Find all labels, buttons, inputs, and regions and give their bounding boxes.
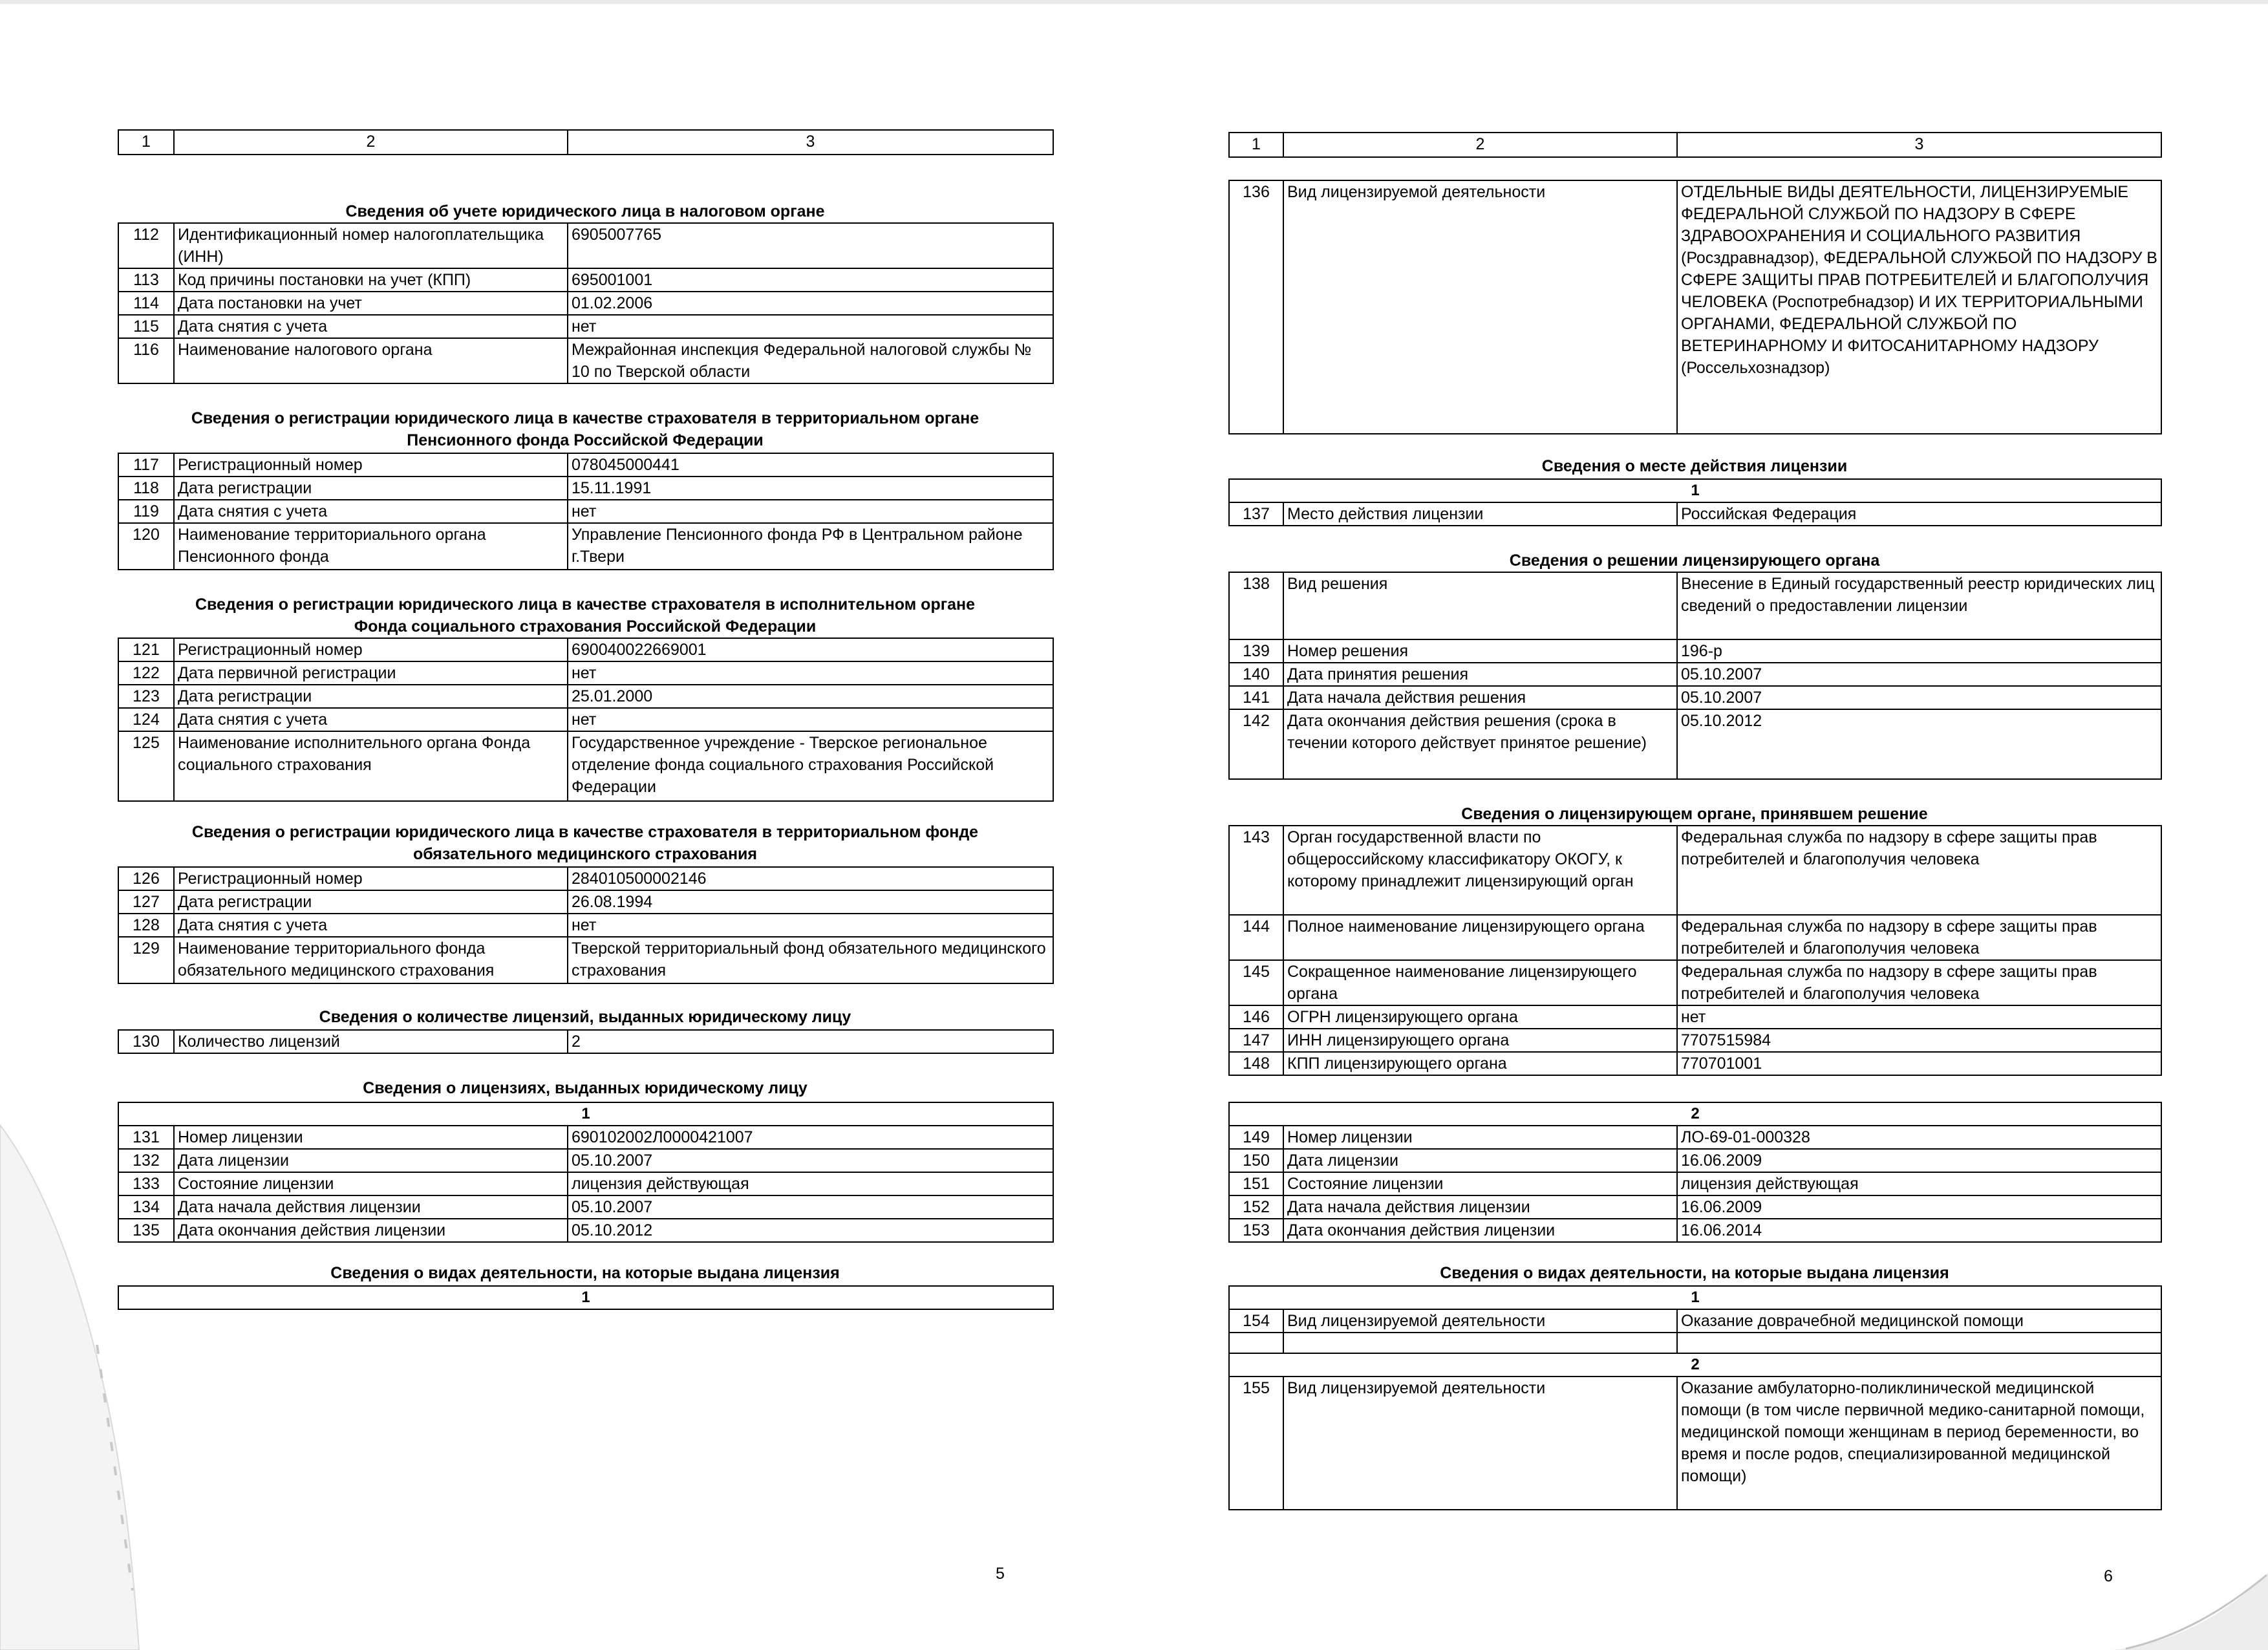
- table-row: [118, 708, 1053, 731]
- row-value: 05.10.2012: [1677, 709, 2161, 779]
- row-number: 121: [118, 638, 174, 661]
- section-title-tax: Сведения об учете юридического лица в налоговом органе: [345, 202, 825, 220]
- row-number: 116: [118, 338, 174, 383]
- table-row: [118, 661, 1053, 685]
- row-label: Дата снятия с учета: [174, 708, 568, 731]
- table-row: [118, 1172, 1053, 1195]
- row-value: 690040022669001: [568, 638, 1053, 661]
- row-number: 141: [1229, 686, 1283, 709]
- row-number: 125: [118, 731, 174, 801]
- row-number: 127: [118, 890, 174, 914]
- table-row: [1229, 1219, 2161, 1242]
- row-label: ИНН лицензирующего органа: [1283, 1029, 1677, 1052]
- medical-insurance-table: [118, 866, 1054, 984]
- place-subheader-row: [1229, 479, 2161, 502]
- row-label: Дата регистрации: [174, 685, 568, 708]
- row-label: Дата постановки на учет: [174, 292, 568, 315]
- row-label: Сокращенное наименование лицензирующего органа: [1283, 960, 1677, 1005]
- row-value: 16.06.2014: [1677, 1219, 2161, 1242]
- row-number: 154: [1229, 1309, 1283, 1333]
- table-row: [1229, 1149, 2161, 1172]
- section-title-licence-count: Сведения о количестве лицензий, выданных юридическому лицу: [319, 1008, 851, 1026]
- table-row: [118, 268, 1053, 292]
- row-number: 148: [1229, 1052, 1283, 1075]
- section-title-activity-kinds: Сведения о видах деятельности, на которые выдана лицензия: [1440, 1264, 1949, 1282]
- row-value: Федеральная служба по надзору в сфере защиты прав потребителей и благополучия человека: [1677, 915, 2161, 960]
- row-label: Дата начала действия лицензии: [174, 1195, 568, 1219]
- social-insurance-table: [118, 638, 1054, 802]
- row-label: Вид решения: [1283, 572, 1677, 639]
- row-label: Наименование налогового органа: [174, 338, 568, 383]
- table-row: [118, 638, 1053, 661]
- column-header-1: 1: [118, 130, 174, 155]
- row-number: 112: [118, 223, 174, 268]
- table-row: [1229, 1005, 2161, 1029]
- activity-subheader: 1: [1229, 1286, 2161, 1309]
- decision-table: [1228, 572, 2162, 780]
- table-row: [118, 292, 1053, 315]
- table-row: [118, 890, 1053, 914]
- row-label: Номер решения: [1283, 639, 1677, 663]
- row-number: 147: [1229, 1029, 1283, 1052]
- row-label: Вид лицензируемой деятельности: [1283, 1377, 1677, 1510]
- row-label: Номер лицензии: [174, 1126, 568, 1149]
- row-value: ОТДЕЛЬНЫЕ ВИДЫ ДЕЯТЕЛЬНОСТИ, ЛИЦЕНЗИРУЕМЫЕ ФЕДЕРАЛЬНОЙ СЛУЖБОЙ ПО НАДЗОРУ В СФЕРЕ ЗДРАВООХРАНЕНИЯ И СОЦИАЛЬНОГО РАЗВИТИЯ (Росздравнадзор), ФЕДЕРАЛЬНОЙ СЛУЖБОЙ ПО НАДЗОРУ В СФЕРЕ ЗАЩИТЫ ПРАВ ПОТРЕБИТЕЛЕЙ И БЛАГОПОЛУЧИЯ ЧЕЛОВЕКА (Роспотребнадзор) И ИХ ТЕРРИТОРИАЛЬНЫМИ ОРГАНАМИ, ФЕДЕРАЛЬНОЙ СЛУЖБОЙ ПО ВЕТЕРИНАРНОМУ И ФИТОСАНИТАРНОМУ НАДЗОРУ (Россельхознадзор): [1677, 180, 2161, 434]
- table-row: [1229, 960, 2161, 1005]
- column-header-2: 2: [174, 130, 568, 155]
- row-value: 196-р: [1677, 639, 2161, 663]
- row-number: 117: [118, 453, 174, 477]
- row-label: Количество лицензий: [174, 1030, 568, 1053]
- row-number: 138: [1229, 572, 1283, 639]
- activity-subheader-row: [118, 1286, 1053, 1309]
- row-number: 146: [1229, 1005, 1283, 1029]
- column-header-3: 3: [568, 130, 1053, 155]
- row-number: 136: [1229, 180, 1283, 434]
- row-value: Тверской территориальный фонд обязательного медицинского страхования: [568, 937, 1053, 983]
- place-table: [1228, 478, 2162, 526]
- row-value: 690102002Л0000421007: [568, 1126, 1053, 1149]
- row-number: 115: [118, 315, 174, 338]
- table-row: [118, 1149, 1053, 1172]
- row-number: 126: [118, 867, 174, 890]
- licence-subheader: 2: [1229, 1102, 2161, 1126]
- row-label: Дата лицензии: [174, 1149, 568, 1172]
- column-header-1: 1: [1229, 133, 1283, 157]
- row-label: Регистрационный номер: [174, 453, 568, 477]
- table-row: [118, 453, 1053, 477]
- row-label: Дата снятия с учета: [174, 315, 568, 338]
- table-row: [1229, 1052, 2161, 1075]
- row-label: Дата лицензии: [1283, 1149, 1677, 1172]
- row-value: Внесение в Единый государственный реестр юридических лиц сведений о предоставлении лицензии: [1677, 572, 2161, 639]
- row-number: 120: [118, 523, 174, 570]
- row-value: 6905007765: [568, 223, 1053, 268]
- table-row: [118, 1219, 1053, 1242]
- row-label: Идентификационный номер налогоплательщика (ИНН): [174, 223, 568, 268]
- licence-subheader: 1: [118, 1102, 1053, 1126]
- row-number: 123: [118, 685, 174, 708]
- row-label: ОГРН лицензирующего органа: [1283, 1005, 1677, 1029]
- table-row: [118, 523, 1053, 570]
- row-number: 152: [1229, 1195, 1283, 1219]
- row-label: Дата окончания действия лицензии: [174, 1219, 568, 1242]
- row-label: Наименование исполнительного органа Фонда социального страхования: [174, 731, 568, 801]
- licence-subheader-row: [1229, 1102, 2161, 1126]
- activity-kinds-table: [1228, 1285, 2162, 1510]
- row-label: Номер лицензии: [1283, 1126, 1677, 1149]
- table-row: [1229, 915, 2161, 960]
- activity-subheader-row: [1229, 1353, 2161, 1377]
- row-number: 122: [118, 661, 174, 685]
- empty-row: [1229, 1333, 2161, 1353]
- table-row: [1229, 709, 2161, 779]
- tax-table: [118, 222, 1054, 384]
- column-header-table: [118, 129, 1054, 155]
- table-row: [118, 500, 1053, 523]
- page-number: 5: [996, 1565, 1005, 1583]
- row-value: 16.06.2009: [1677, 1195, 2161, 1219]
- row-number: 137: [1229, 502, 1283, 526]
- row-number: 139: [1229, 639, 1283, 663]
- row-label: Состояние лицензии: [174, 1172, 568, 1195]
- section-title-social-insurance: Сведения о регистрации юридического лица в качестве страхователя в исполнительном органе Фонда социального страхования Российской Федерации: [195, 595, 976, 636]
- binder-shadow: [0, 1099, 168, 1650]
- row-label: Дата первичной регистрации: [174, 661, 568, 685]
- licence-1-table: [118, 1102, 1054, 1243]
- table-row: [118, 914, 1053, 937]
- licence-2-table: [1228, 1102, 2162, 1243]
- table-row: [118, 1195, 1053, 1219]
- row-value: 7707515984: [1677, 1029, 2161, 1052]
- row-value: 770701001: [1677, 1052, 2161, 1075]
- row-value: 05.10.2007: [568, 1195, 1053, 1219]
- row-value: 16.06.2009: [1677, 1149, 2161, 1172]
- row-value: ЛО-69-01-000328: [1677, 1126, 2161, 1149]
- row-value: Управление Пенсионного фонда РФ в Центральном районе г.Твери: [568, 523, 1053, 570]
- table-row: [1229, 502, 2161, 526]
- row-value: Оказание доврачебной медицинской помощи: [1677, 1309, 2161, 1333]
- row-value: 05.10.2012: [568, 1219, 1053, 1242]
- row-value: 25.01.2000: [568, 685, 1053, 708]
- row-label: Наименование территориального органа Пенсионного фонда: [174, 523, 568, 570]
- table-row: [1229, 826, 2161, 915]
- row-number: 135: [118, 1219, 174, 1242]
- row-number: 114: [118, 292, 174, 315]
- row-label: Дата регистрации: [174, 477, 568, 500]
- column-header-3: 3: [1677, 133, 2161, 157]
- activity-subheader-row: [1229, 1286, 2161, 1309]
- row-value: нет: [568, 315, 1053, 338]
- row-value: Оказание амбулаторно-поликлинической медицинской помощи (в том числе первичной медико-санитарной помощи, медицинской помощи женщинам в период беременности, во время и после родов, специализированной медицинской помощи): [1677, 1377, 2161, 1510]
- row-label: Дата начала действия решения: [1283, 686, 1677, 709]
- column-header-2: 2: [1283, 133, 1677, 157]
- section-title-decision: Сведения о решении лицензирующего органа: [1509, 552, 1880, 570]
- table-row: [1229, 572, 2161, 639]
- row-value: нет: [568, 914, 1053, 937]
- row-number: 151: [1229, 1172, 1283, 1195]
- row-label: Состояние лицензии: [1283, 1172, 1677, 1195]
- column-header-table: [1228, 132, 2162, 158]
- row-label: Код причины постановки на учет (КПП): [174, 268, 568, 292]
- table-row: [118, 731, 1053, 801]
- row-value: нет: [568, 661, 1053, 685]
- table-row: [118, 315, 1053, 338]
- row-label: Орган государственной власти по общероссийскому классификатору ОКОГУ, к которому принадлежит лицензирующий орган: [1283, 826, 1677, 915]
- row-label: Дата принятия решения: [1283, 663, 1677, 686]
- table-row: [1229, 180, 2161, 434]
- table-row: [118, 937, 1053, 983]
- row-number: 144: [1229, 915, 1283, 960]
- row-label: Место действия лицензии: [1283, 502, 1677, 526]
- table-row: [1229, 1195, 2161, 1219]
- row-number: 130: [118, 1030, 174, 1053]
- row-number: 142: [1229, 709, 1283, 779]
- row-number: 140: [1229, 663, 1283, 686]
- table-row: [118, 477, 1053, 500]
- row-value: 26.08.1994: [568, 890, 1053, 914]
- row-number: 143: [1229, 826, 1283, 915]
- pension-table: [118, 453, 1054, 570]
- row-number: 133: [118, 1172, 174, 1195]
- table-row: [118, 1126, 1053, 1149]
- place-subheader: 1: [1229, 479, 2161, 502]
- activity-subheader: 1: [118, 1286, 1053, 1309]
- licence-subheader-row: [118, 1102, 1053, 1126]
- row-label: Наименование территориального фонда обязательного медицинского страхования: [174, 937, 568, 983]
- row-number: 131: [118, 1126, 174, 1149]
- row-value: Федеральная служба по надзору в сфере защиты прав потребителей и благополучия человека: [1677, 826, 2161, 915]
- row-number: 150: [1229, 1149, 1283, 1172]
- row-label: Вид лицензируемой деятельности: [1283, 1309, 1677, 1333]
- table-row: [1229, 1377, 2161, 1510]
- row-number: 134: [118, 1195, 174, 1219]
- row-value: 2: [568, 1030, 1053, 1053]
- row-label: КПП лицензирующего органа: [1283, 1052, 1677, 1075]
- page-curl: [2113, 1572, 2268, 1650]
- row-value: Межрайонная инспекция Федеральной налоговой службы № 10 по Тверской области: [568, 338, 1053, 383]
- table-row: [1229, 1126, 2161, 1149]
- section-title-licences: Сведения о лицензиях, выданных юридическому лицу: [363, 1079, 808, 1097]
- row-number: 153: [1229, 1219, 1283, 1242]
- row-number: 145: [1229, 960, 1283, 1005]
- row-number: 149: [1229, 1126, 1283, 1149]
- row-number: 129: [118, 937, 174, 983]
- row-label: Дата окончания действия лицензии: [1283, 1219, 1677, 1242]
- section-title-activity-kinds: Сведения о видах деятельности, на которые выдана лицензия: [330, 1264, 840, 1282]
- section-title-authority: Сведения о лицензирующем органе, принявшем решение: [1461, 805, 1928, 823]
- row-value: 05.10.2007: [568, 1149, 1053, 1172]
- activity-subheader: 2: [1229, 1353, 2161, 1377]
- row-value: 05.10.2007: [1677, 686, 2161, 709]
- activity-kinds-table: [118, 1285, 1054, 1310]
- section-title-pension: Сведения о регистрации юридического лица в качестве страхователя в территориальном органе Пенсионного фонда Российской Федерации: [191, 409, 979, 449]
- activity-type-table: [1228, 180, 2162, 434]
- table-row: [1229, 1029, 2161, 1052]
- row-value: 695001001: [568, 268, 1053, 292]
- row-number: 113: [118, 268, 174, 292]
- row-label: Регистрационный номер: [174, 638, 568, 661]
- row-value: нет: [1677, 1005, 2161, 1029]
- row-value: лицензия действующая: [1677, 1172, 2161, 1195]
- table-row: [118, 223, 1053, 268]
- table-row: [1229, 639, 2161, 663]
- row-number: 132: [118, 1149, 174, 1172]
- row-value: 15.11.1991: [568, 477, 1053, 500]
- row-number: 124: [118, 708, 174, 731]
- row-label: Дата снятия с учета: [174, 914, 568, 937]
- row-value: 05.10.2007: [1677, 663, 2161, 686]
- row-number: 128: [118, 914, 174, 937]
- row-value: 078045000441: [568, 453, 1053, 477]
- row-value: Государственное учреждение - Тверское региональное отделение фонда социального страхования Российской Федерации: [568, 731, 1053, 801]
- row-value: Российская Федерация: [1677, 502, 2161, 526]
- row-value: нет: [568, 708, 1053, 731]
- row-label: Дата начала действия лицензии: [1283, 1195, 1677, 1219]
- row-value: Федеральная служба по надзору в сфере защиты прав потребителей и благополучия человека: [1677, 960, 2161, 1005]
- row-number: 119: [118, 500, 174, 523]
- table-row: [1229, 1309, 2161, 1333]
- row-number: 155: [1229, 1377, 1283, 1510]
- row-label: Полное наименование лицензирующего органа: [1283, 915, 1677, 960]
- row-label: Дата регистрации: [174, 890, 568, 914]
- licence-count-table: [118, 1029, 1054, 1054]
- table-row: [1229, 663, 2161, 686]
- section-title-medical-insurance: Сведения о регистрации юридического лица в качестве страхователя в территориальном фонде обязательного медицинского страхования: [191, 823, 979, 863]
- right-page: [1134, 0, 2268, 1650]
- row-number: 118: [118, 477, 174, 500]
- page-number: 6: [2104, 1567, 2113, 1585]
- row-value: 01.02.2006: [568, 292, 1053, 315]
- row-value: лицензия действующая: [568, 1172, 1053, 1195]
- authority-table: [1228, 825, 2162, 1076]
- row-label: Регистрационный номер: [174, 867, 568, 890]
- table-row: [118, 1030, 1053, 1053]
- table-row: [118, 338, 1053, 383]
- row-value: 284010500002146: [568, 867, 1053, 890]
- table-row: [118, 685, 1053, 708]
- table-row: [1229, 686, 2161, 709]
- table-row: [118, 867, 1053, 890]
- row-label: Вид лицензируемой деятельности: [1283, 180, 1677, 434]
- row-label: Дата окончания действия решения (срока в течении которого действует принятое решение): [1283, 709, 1677, 779]
- row-label: Дата снятия с учета: [174, 500, 568, 523]
- row-value: нет: [568, 500, 1053, 523]
- section-title-place: Сведения о месте действия лицензии: [1541, 457, 1848, 475]
- table-row: [1229, 1172, 2161, 1195]
